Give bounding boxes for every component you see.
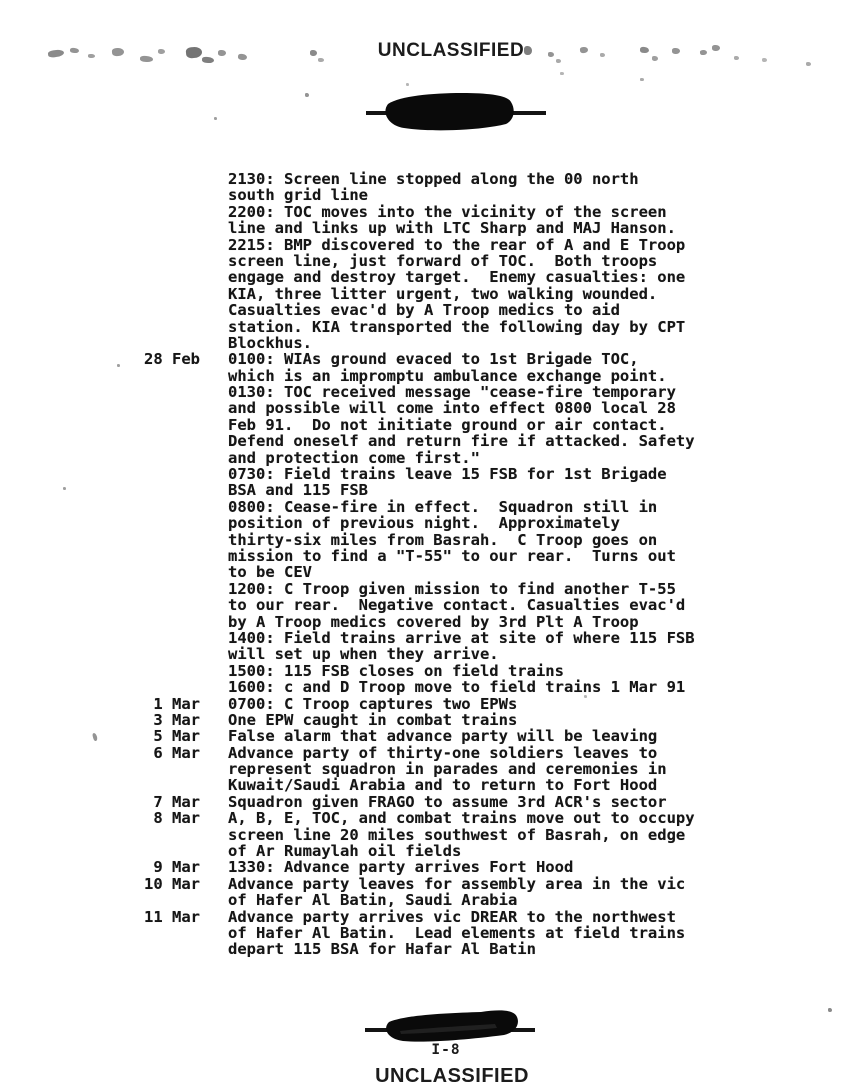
page-number: I-8 (431, 1042, 461, 1058)
log-line (143, 302, 695, 318)
log-line (143, 499, 695, 515)
scan-speck (524, 46, 532, 55)
log-line-text: screen line, just forward of TOC. Both troops (228, 251, 658, 270)
scan-speck (63, 487, 66, 490)
log-line-text: Defend oneself and return fire if attacked. Safety (228, 432, 695, 451)
log-line (143, 450, 695, 466)
log-line (143, 892, 695, 908)
log-line-text: which is an impromptu ambulance exchange point. (228, 366, 667, 385)
log-line-date (143, 646, 200, 662)
log-line (143, 433, 695, 449)
log-line-text: to be CEV (228, 563, 312, 582)
scan-speck (556, 59, 561, 63)
log-line (143, 663, 695, 679)
scan-speck (48, 49, 65, 58)
log-line-text: will set up when they arrive. (228, 645, 499, 664)
log-line-date (143, 827, 200, 843)
log-line (143, 319, 695, 335)
scan-speck (214, 117, 217, 120)
log-line-date (143, 384, 200, 400)
classification-footer: UNCLASSIFIED (375, 1065, 529, 1087)
log-line (143, 548, 695, 564)
log-line (143, 368, 695, 384)
log-line-date: 8 Mar (153, 809, 200, 828)
log-line-text: KIA, three litter urgent, two walking wounded. (228, 284, 658, 303)
log-line (143, 351, 695, 367)
scan-speck (318, 58, 324, 62)
log-line (143, 171, 695, 187)
scan-speck (828, 1008, 832, 1012)
log-line-date: 10 Mar (144, 874, 200, 893)
log-line-date (143, 581, 200, 597)
log-line (143, 269, 695, 285)
log-line-date (143, 843, 200, 859)
log-line-date (143, 450, 200, 466)
log-line (143, 417, 695, 433)
log-line-text: Kuwait/Saudi Arabia and to return to Fort Hood (228, 776, 658, 795)
log-line-text: 0800: Cease-fire in effect. Squadron still in (228, 497, 658, 516)
log-line (143, 859, 695, 875)
log-line (143, 187, 695, 203)
log-line-date (143, 761, 200, 777)
log-line-date (143, 630, 200, 646)
scan-speck (700, 50, 707, 55)
log-line-text: mission to find a "T-55" to our rear. Turns out (228, 546, 676, 565)
log-line (143, 597, 695, 613)
log-line-date: 9 Mar (153, 858, 200, 877)
log-line (143, 204, 695, 220)
log-line-text: 1200: C Troop given mission to find another T-55 (228, 579, 676, 598)
log-line-text: 2215: BMP discovered to the rear of A and E Troop (228, 235, 686, 254)
log-line (143, 384, 695, 400)
log-line-date (143, 368, 200, 384)
scan-speck (640, 78, 644, 81)
scan-speck (117, 364, 120, 367)
log-line-text: thirty-six miles from Basrah. C Troop goes on (228, 530, 658, 549)
scan-speck (640, 47, 649, 54)
scan-speck (305, 93, 309, 97)
scan-speck (584, 695, 587, 698)
log-line-date: 6 Mar (153, 743, 200, 762)
log-line-text: Advance party of thirty-one soldiers leaves to (228, 743, 658, 762)
log-line-text: engage and destroy target. Enemy casualties: one (228, 268, 686, 287)
log-line-text: position of previous night. Approximately (228, 514, 620, 533)
scan-speck (672, 48, 680, 54)
log-line (143, 581, 695, 597)
log-line-date (143, 187, 200, 203)
scan-speck (548, 52, 554, 57)
log-line-text: line and links up with LTC Sharp and MAJ Hanson. (228, 219, 676, 238)
log-line-text: and possible will come into effect 0800 local 28 (228, 399, 676, 418)
log-line (143, 777, 695, 793)
scan-speck (806, 62, 811, 66)
log-line (143, 925, 695, 941)
log-line-text: screen line 20 miles southwest of Basrah, on edge (228, 825, 686, 844)
log-line (143, 466, 695, 482)
log-line-date (143, 253, 200, 269)
log-line-date (143, 614, 200, 630)
log-line-date (143, 466, 200, 482)
log-line-date (143, 663, 200, 679)
log-line-date (143, 482, 200, 498)
classification-header: UNCLASSIFIED (377, 40, 525, 61)
scan-speck (70, 48, 79, 54)
log-line-text: and protection come first." (228, 448, 480, 467)
log-line-text: to our rear. Negative contact. Casualties evac'd (228, 596, 686, 615)
log-line (143, 728, 695, 744)
redaction-bar-top (360, 90, 550, 135)
log-line (143, 286, 695, 302)
log-line-text: 1600: c and D Troop move to field trains 1 Mar 91 (228, 678, 686, 697)
log-line-date (143, 941, 200, 957)
scan-speck (762, 58, 767, 62)
log-line-date: 3 Mar (153, 710, 200, 729)
log-line-text: of Hafer Al Batin. Lead elements at field trains (228, 923, 686, 942)
log-line-date (143, 335, 200, 351)
log-line-date (143, 204, 200, 220)
log-line (143, 630, 695, 646)
log-line-text: 0100: WIAs ground evaced to 1st Brigade TOC, (228, 350, 639, 369)
log-line-text: Squadron given FRAGO to assume 3rd ACR's sector (228, 792, 667, 811)
log-line-date (143, 515, 200, 531)
scan-speck (310, 50, 317, 56)
log-line-text: False alarm that advance party will be leaving (228, 727, 658, 746)
log-line-date (143, 302, 200, 318)
log-line-date (143, 499, 200, 515)
log-line-date (143, 679, 200, 695)
scan-speck (652, 56, 658, 61)
scan-speck (734, 56, 739, 60)
log-line-date (143, 269, 200, 285)
log-lines (143, 171, 695, 958)
log-line-text: 1500: 115 FSB closes on field trains (228, 661, 564, 680)
log-line (143, 679, 695, 695)
scan-speck (580, 47, 588, 54)
log-line-date (143, 171, 200, 187)
log-line (143, 909, 695, 925)
log-line-date (143, 892, 200, 908)
log-line (143, 614, 695, 630)
log-line-date (143, 548, 200, 564)
log-line-text: of Hafer Al Batin, Saudi Arabia (228, 891, 518, 910)
log-line-text: station. KIA transported the following day by CPT (228, 317, 686, 336)
log-line (143, 696, 695, 712)
log-line (143, 876, 695, 892)
log-line (143, 794, 695, 810)
log-line-date (143, 286, 200, 302)
log-line-text: A, B, E, TOC, and combat trains move out to occupy (228, 809, 695, 828)
log-line-date (143, 777, 200, 793)
log-line-text: 1400: Field trains arrive at site of where 115 FSB (228, 628, 695, 647)
log-line (143, 400, 695, 416)
log-line-text: of Ar Rumaylah oil fields (228, 842, 462, 861)
log-line (143, 515, 695, 531)
log-line-date (143, 564, 200, 580)
log-line-text: 2130: Screen line stopped along the 00 north (228, 170, 639, 188)
log-line-text: 1330: Advance party arrives Fort Hood (228, 858, 574, 877)
log-line-date (143, 417, 200, 433)
scan-speck (712, 45, 720, 51)
log-line-text: represent squadron in parades and ceremonies in (228, 760, 667, 779)
scan-speck (158, 49, 165, 54)
log-line-date (143, 319, 200, 335)
log-line-text: 0700: C Troop captures two EPWs (228, 694, 518, 713)
log-line-date (143, 532, 200, 548)
log-line-text: Advance party leaves for assembly area in the vic (228, 874, 686, 893)
scan-speck (185, 46, 202, 59)
log-line-text: Feb 91. Do not initiate ground or air contact. (228, 415, 667, 434)
log-line-date: 7 Mar (153, 792, 200, 811)
log-line-date (143, 597, 200, 613)
log-line-text: 0130: TOC received message "cease-fire temporary (228, 383, 676, 402)
log-line (143, 237, 695, 253)
log-line-text: BSA and 115 FSB (228, 481, 368, 500)
log-line-text: depart 115 BSA for Hafar Al Batin (228, 940, 536, 959)
log-line (143, 532, 695, 548)
scan-speck (406, 83, 409, 86)
log-line (143, 646, 695, 662)
log-line (143, 761, 695, 777)
scan-speck (112, 48, 125, 57)
scan-speck (218, 50, 226, 56)
log-line-text: 2200: TOC moves into the vicinity of the screen (228, 202, 667, 221)
log-line-date (143, 400, 200, 416)
scan-speck (202, 57, 214, 64)
log-line-date: 11 Mar (144, 907, 200, 926)
log-line-date (143, 925, 200, 941)
log-line (143, 253, 695, 269)
log-line-text: Casualties evac'd by A Troop medics to aid (228, 301, 620, 320)
log-line-date (143, 237, 200, 253)
log-line (143, 220, 695, 236)
log-line-date: 1 Mar (153, 694, 200, 713)
log-line-text: by A Troop medics covered by 3rd Plt A Troop (228, 612, 639, 631)
log-line-text: One EPW caught in combat trains (228, 710, 518, 729)
log-line (143, 564, 695, 580)
log-line (143, 482, 695, 498)
scan-speck (560, 72, 564, 75)
log-line-text: south grid line (228, 186, 368, 205)
scan-speck (238, 54, 248, 61)
log-line-date (143, 433, 200, 449)
log-line (143, 843, 695, 859)
log-line (143, 335, 695, 351)
log-line-text: Blockhus. (228, 333, 312, 352)
scan-speck (600, 53, 605, 57)
log-line (143, 810, 695, 826)
log-line-date (143, 220, 200, 236)
log-line (143, 745, 695, 761)
log-line-text: Advance party arrives vic DREAR to the northwest (228, 907, 676, 926)
log-line (143, 712, 695, 728)
log-line-date: 5 Mar (153, 727, 200, 746)
scan-speck (92, 733, 98, 742)
scan-speck (140, 56, 153, 63)
log-line (143, 941, 695, 957)
log-line (143, 827, 695, 843)
scan-speck (88, 54, 95, 58)
log-line-date: 28 Feb (144, 350, 200, 369)
log-line-text: 0730: Field trains leave 15 FSB for 1st Brigade (228, 465, 667, 484)
